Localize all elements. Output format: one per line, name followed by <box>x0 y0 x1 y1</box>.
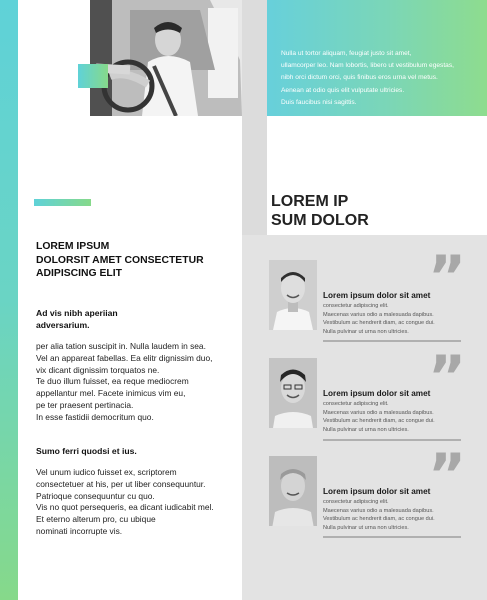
heading-line: DOLORSIT AMET CONSECTETUR <box>36 254 204 266</box>
profile-text <box>323 302 435 336</box>
profile-line: Nulla pulvinar ut urna non ultricies. <box>323 328 409 335</box>
driver-photo <box>90 0 242 116</box>
intro-line: ullamcorper leo. Nam lobortis, libero ut vestibulum egestas, <box>281 62 454 70</box>
intro-line: Duis faucibus nisi sagittis. <box>281 98 357 106</box>
paragraph-line: Te duo illum fuisset, ea reque mediocrem <box>36 376 189 387</box>
quote-icon: ” <box>428 243 467 311</box>
avatar-young-man <box>269 358 317 428</box>
photo-accent-block <box>78 64 108 88</box>
body-paragraph-2 <box>36 467 241 538</box>
profile-line: Vestibulum ac hendrerit diam, ac congue dui. <box>323 418 435 425</box>
main-heading <box>36 240 236 281</box>
paragraph-line: Patrioque consequuntur cu quo. <box>36 490 155 501</box>
profile-line: Maecenas varius odio a malesuada dapibus. <box>323 409 434 416</box>
heading-line: LOREM IPSUM <box>36 241 110 252</box>
profile-line: consectetur adipiscing elit. <box>323 401 389 407</box>
profile-line: Nulla pulvinar ut urna non ultricies. <box>323 426 409 433</box>
section-title-line: SUM DOLOR <box>271 212 369 229</box>
profile-text <box>323 400 435 434</box>
paragraph-line: Vis no quot persequeris, ea dicant iudicabit mel. <box>36 502 214 513</box>
profile-line: consectetur adipiscing elit. <box>323 303 389 309</box>
subheading-line: adversarium. <box>36 320 90 331</box>
profile-divider <box>323 536 461 538</box>
avatar-older-man <box>269 456 317 526</box>
paragraph-line: consectetuer at his, per ut liber consequuntur. <box>36 478 206 489</box>
profile-line: Maecenas varius odio a malesuada dapibus. <box>323 311 434 318</box>
heading-line: ADIPISCING ELIT <box>36 268 123 280</box>
profile-line: consectetur adipiscing elit. <box>323 499 389 505</box>
paragraph-line: appellantur mel. Facete inimicus vim eu, <box>36 388 186 399</box>
section-title <box>271 192 471 230</box>
profile-divider <box>323 340 461 342</box>
intro-text <box>281 48 477 109</box>
avatar-doctor <box>269 260 317 330</box>
accent-bar <box>34 199 91 206</box>
profile-title: Lorem ipsum dolor sit amet <box>323 291 431 300</box>
profile-line: Vestibulum ac hendrerit diam, ac congue dui. <box>323 320 435 327</box>
intro-line: Nulla ut tortor aliquam, feugiat justo sit amet, <box>281 50 412 57</box>
subheading-2: Sumo ferri quodsi et ius. <box>36 446 137 456</box>
profile-line: Vestibulum ac hendrerit diam, ac congue dui. <box>323 516 435 523</box>
profile-line: Maecenas varius odio a malesuada dapibus. <box>323 507 434 514</box>
paragraph-line: Vel unum iudico fuisset ex, scriptorem <box>36 467 177 477</box>
profile-text <box>323 498 435 532</box>
quote-icon: ” <box>428 441 467 509</box>
profile-title: Lorem ipsum dolor sit amet <box>323 389 431 398</box>
intro-line: Aenean at odio quis elit vulputate ultricies. <box>281 86 405 94</box>
paragraph-line: Vel an appareat fabellas. Ea elitr dignissim duo, <box>36 352 213 363</box>
paragraph-line: pe ter praesent pertinacia. <box>36 399 134 410</box>
section-title-line: LOREM IP <box>271 193 349 210</box>
left-gradient-strip <box>0 0 18 600</box>
paragraph-line: Et eterno alterum pro, cu ubique <box>36 514 156 525</box>
paragraph-line: In esse fastidii democritum quo. <box>36 411 154 422</box>
body-paragraph-1 <box>36 341 241 424</box>
paragraph-line: per alia tation suscipit in. Nulla laudem in sea. <box>36 341 206 351</box>
subheading <box>36 307 236 331</box>
profile-line: Nulla pulvinar ut urna non ultricies. <box>323 524 409 531</box>
paragraph-line: nominati incorrupte vis. <box>36 525 123 536</box>
subheading-line: Ad vis nibh aperiian <box>36 308 118 318</box>
quote-icon: ” <box>428 343 467 411</box>
profile-title: Lorem ipsum dolor sit amet <box>323 487 431 496</box>
intro-line: nibh orci dictum orci, quis finibus eros urna vel metus. <box>281 74 438 82</box>
paragraph-line: vix dicant dignissim torquatos ne. <box>36 364 160 375</box>
